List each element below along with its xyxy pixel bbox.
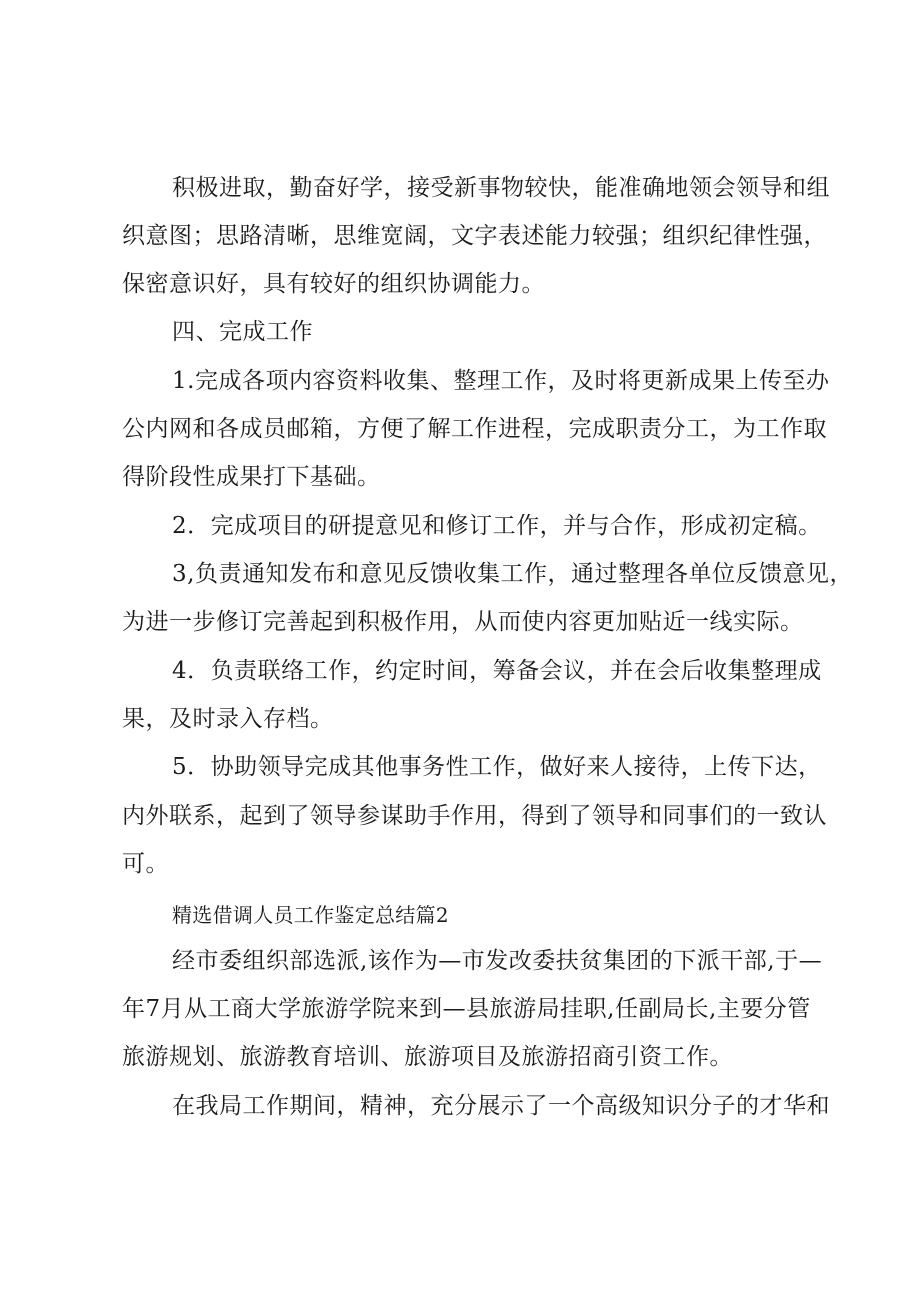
- list-item-line: 为进一步修订完善起到积极作用，从而使内容更加贴近一线实际。: [122, 609, 804, 635]
- list-item-line: 得阶段性成果打下基础。: [122, 464, 381, 490]
- list-item-line: 可。: [122, 851, 169, 877]
- list-item-line: 5．协助领导完成其他事务性工作，做好来人接待，上传下达，: [172, 754, 822, 780]
- paragraph-line: 在我局工作期间，精神，充分展示了一个高级知识分子的才华和: [172, 1093, 830, 1119]
- list-item-line: 内外联系，起到了领导参谋助手作用，得到了领导和同事们的一致认: [122, 803, 827, 829]
- paragraph-line: 积极进取，勤奋好学，接受新事物较快，能准确地领会领导和组: [172, 175, 830, 201]
- paragraph-line: 保密意识好，具有较好的组织协调能力。: [122, 271, 545, 297]
- paragraph-line: 旅游规划、旅游教育培训、旅游项目及旅游招商引资工作。: [122, 1044, 733, 1070]
- article-title: 精选借调人员工作鉴定总结篇2: [172, 903, 449, 927]
- list-item-line: 果，及时录入存档。: [122, 706, 334, 732]
- list-item-line: 公内网和各成员邮箱，方便了解工作进程，完成职责分工，为工作取: [122, 416, 827, 442]
- list-item-line: 3,负责通知发布和意见反馈收集工作，通过整理各单位反馈意见，: [172, 561, 853, 587]
- list-item-line: 4．负责联络工作，约定时间，筹备会议，并在会后收集整理成: [172, 658, 822, 684]
- paragraph-line: 织意图；思路清晰，思维宽阔，文字表述能力较强；组织纪律性强，: [122, 223, 827, 249]
- section-heading: 四、完成工作: [172, 319, 313, 345]
- list-item-line: 2．完成项目的研提意见和修订工作，并与合作，形成初定稿。: [172, 513, 822, 539]
- paragraph-line: 年7月从工商大学旅游学院来到—县旅游局挂职,任副局长,主要分管: [122, 996, 811, 1022]
- list-item-line: 1.完成各项内容资料收集、整理工作，及时将更新成果上传至办: [172, 368, 830, 394]
- paragraph-line: 经市委组织部选派,该作为—市发改委扶贫集团的下派干部,于—: [172, 948, 823, 974]
